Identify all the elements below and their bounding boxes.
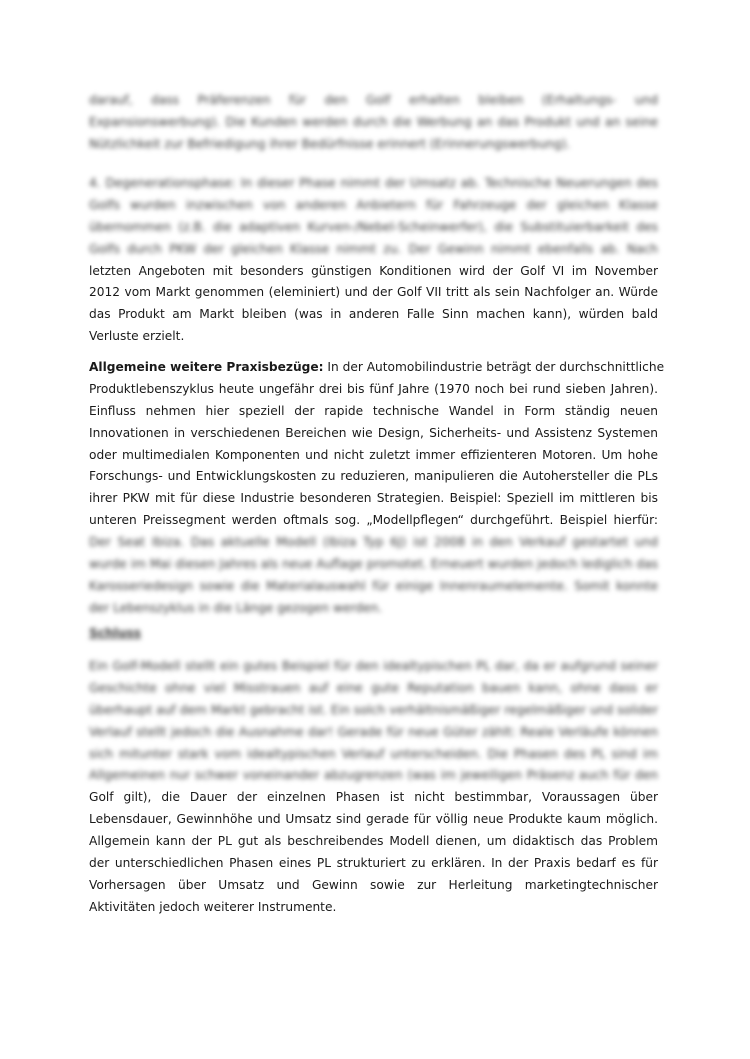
text-line: Lebensdauer, Gewinnhöhe und Umsatz sind gerade für völlig neue Produkte kaum möglich. xyxy=(89,812,658,827)
text-line-blurred: Der Seat Ibiza. Das aktuelle Modell (Ibiza Typ 6J) ist 2008 in den Verkauf gestartet und xyxy=(89,535,658,550)
text-line: Golf gilt), die Dauer der einzelnen Phasen ist nicht bestimmbar, Voraussagen über xyxy=(89,790,658,805)
text-line: ihrer PKW mit für diese Industrie besonderen Strategien. Beispiel: Speziell im mittleren bis xyxy=(89,491,658,506)
text-line: unteren Preissegment werden oftmals sog. „Modellpflegen“ durchgeführt. Beispiel hierfür: xyxy=(89,513,658,528)
text-line-blurred: Karosseriedesign sowie die Materialauswahl für einige Innenraumelemente. Somit konnte xyxy=(89,578,658,593)
text-line-blurred: Ein Golf-Modell stellt ein gutes Beispiel für den idealtypischen PL dar, da er aufgrund seiner xyxy=(89,659,658,673)
text-fragment: In der Automobilindustrie beträgt der durchschnittliche xyxy=(323,360,665,374)
text-line: Aktivitäten jedoch weiterer Instrumente. xyxy=(89,899,337,914)
text-line-blurred: sich mitunter stark vom idealtypischen Verlauf unterscheiden. Die Phasen des PL sind im xyxy=(89,746,658,761)
text-line: Expansionswerbung). Die Kunden werden durch die Werbung an das Produkt und an seine xyxy=(89,114,658,129)
section-heading-blurred xyxy=(89,623,658,645)
text-line: oder multimedialen Komponenten und nicht zuletzt immer effizienteren Motoren. Um hohe xyxy=(89,447,658,462)
text-line: Innovationen in verschiedenen Bereichen wie Design, Sicherheits- und Assistenz Systemen xyxy=(89,425,658,440)
text-line: der unterschiedlichen Phasen eines PL strukturiert zu erklären. In der Praxis bedarf es für xyxy=(89,856,658,871)
text-line-blurred: überhaupt auf dem Markt gebracht ist. Ein solch verhältnismäßiger regelmäßiger und solider xyxy=(89,702,658,717)
text-line-blurred: Golfs wurden inzwischen von anderen Anbietern für Fahrzeuge der gleichen Klasse xyxy=(89,197,658,212)
text-line: darauf, dass Präferenzen für den Golf erhalten bleiben (Erhaltungs- und xyxy=(89,93,658,107)
text-line: Vorhersagen über Umsatz und Gewinn sowie zur Herleitung marketingtechnischer xyxy=(89,877,658,892)
text-line: Einfluss nehmen hier speziell der rapide technische Wandel in Form ständig neuen xyxy=(89,403,658,418)
text-line-blurred: der Lebenszyklus in die Länge gezogen werden. xyxy=(89,600,383,615)
text-line-blurred: übernommen (z.B. die adaptiven Kurven-/Nebel-Scheinwerfer), die Substituierbarkeit des xyxy=(89,219,658,234)
text-line-blurred: Golfs durch PKW der gleichen Klasse nimmt zu. Der Gewinn nimmt ebenfalls ab. Nach xyxy=(89,241,658,256)
section-label: Allgemeine weitere Praxisbezüge: xyxy=(89,360,324,374)
text-line: das Produkt am Markt bleiben (was in anderen Falle Sinn machen kann), würden bald xyxy=(89,307,658,322)
text-line-blurred: wurde im Mai diesen Jahres als neue Auflage promotet. Erneuert wurden jedoch lediglich das xyxy=(89,557,658,572)
text-line: Produktlebenszyklus heute ungefähr drei bis fünf Jahre (1970 noch bei rund sieben Jahren). xyxy=(89,381,658,396)
paragraph-preview-blurred xyxy=(89,90,658,156)
text-line-blurred: 4. Degenerationsphase: In dieser Phase nimmt der Umsatz ab. Technische Neuerungen des xyxy=(89,176,658,190)
paragraph-conclusion xyxy=(89,656,658,919)
paragraph-practice-references xyxy=(89,357,665,620)
paragraph-degeneration-phase xyxy=(89,173,658,348)
text-line-blurred: Verlauf stellt jedoch die Ausnahme dar! Gerade für neue Güter zählt: Reale Verläufe können xyxy=(89,724,658,739)
section-heading: Schluss xyxy=(89,626,142,640)
text-line: Verluste erzielt. xyxy=(89,329,185,344)
text-line: Forschungs- und Entwicklungskosten zu reduzieren, manipulieren die Autohersteller die PLs xyxy=(89,469,658,484)
text-line xyxy=(89,357,665,379)
text-line-blurred: Allgemeinen nur schwer voneinander abzugrenzen (was im jeweiligen Präsenz auch für den xyxy=(89,768,658,783)
text-line: letzten Angeboten mit besonders günstigen Konditionen wird der Golf VI im November xyxy=(89,263,658,278)
text-line: Allgemein kann der PL gut als beschreibendes Modell dienen, um didaktisch das Problem xyxy=(89,834,658,849)
text-line: 2012 vom Markt genommen (eleminiert) und der Golf VII tritt als sein Nachfolger an. Würde xyxy=(89,285,658,300)
text-line-blurred: Geschichte ohne viel Misstrauen auf eine gute Reputation bauen kann, ohne dass er xyxy=(89,680,658,695)
text-line: Nützlichkeit zur Befriedigung ihrer Bedürfnisse erinnert (Erinnerungswerbung). xyxy=(89,136,571,151)
